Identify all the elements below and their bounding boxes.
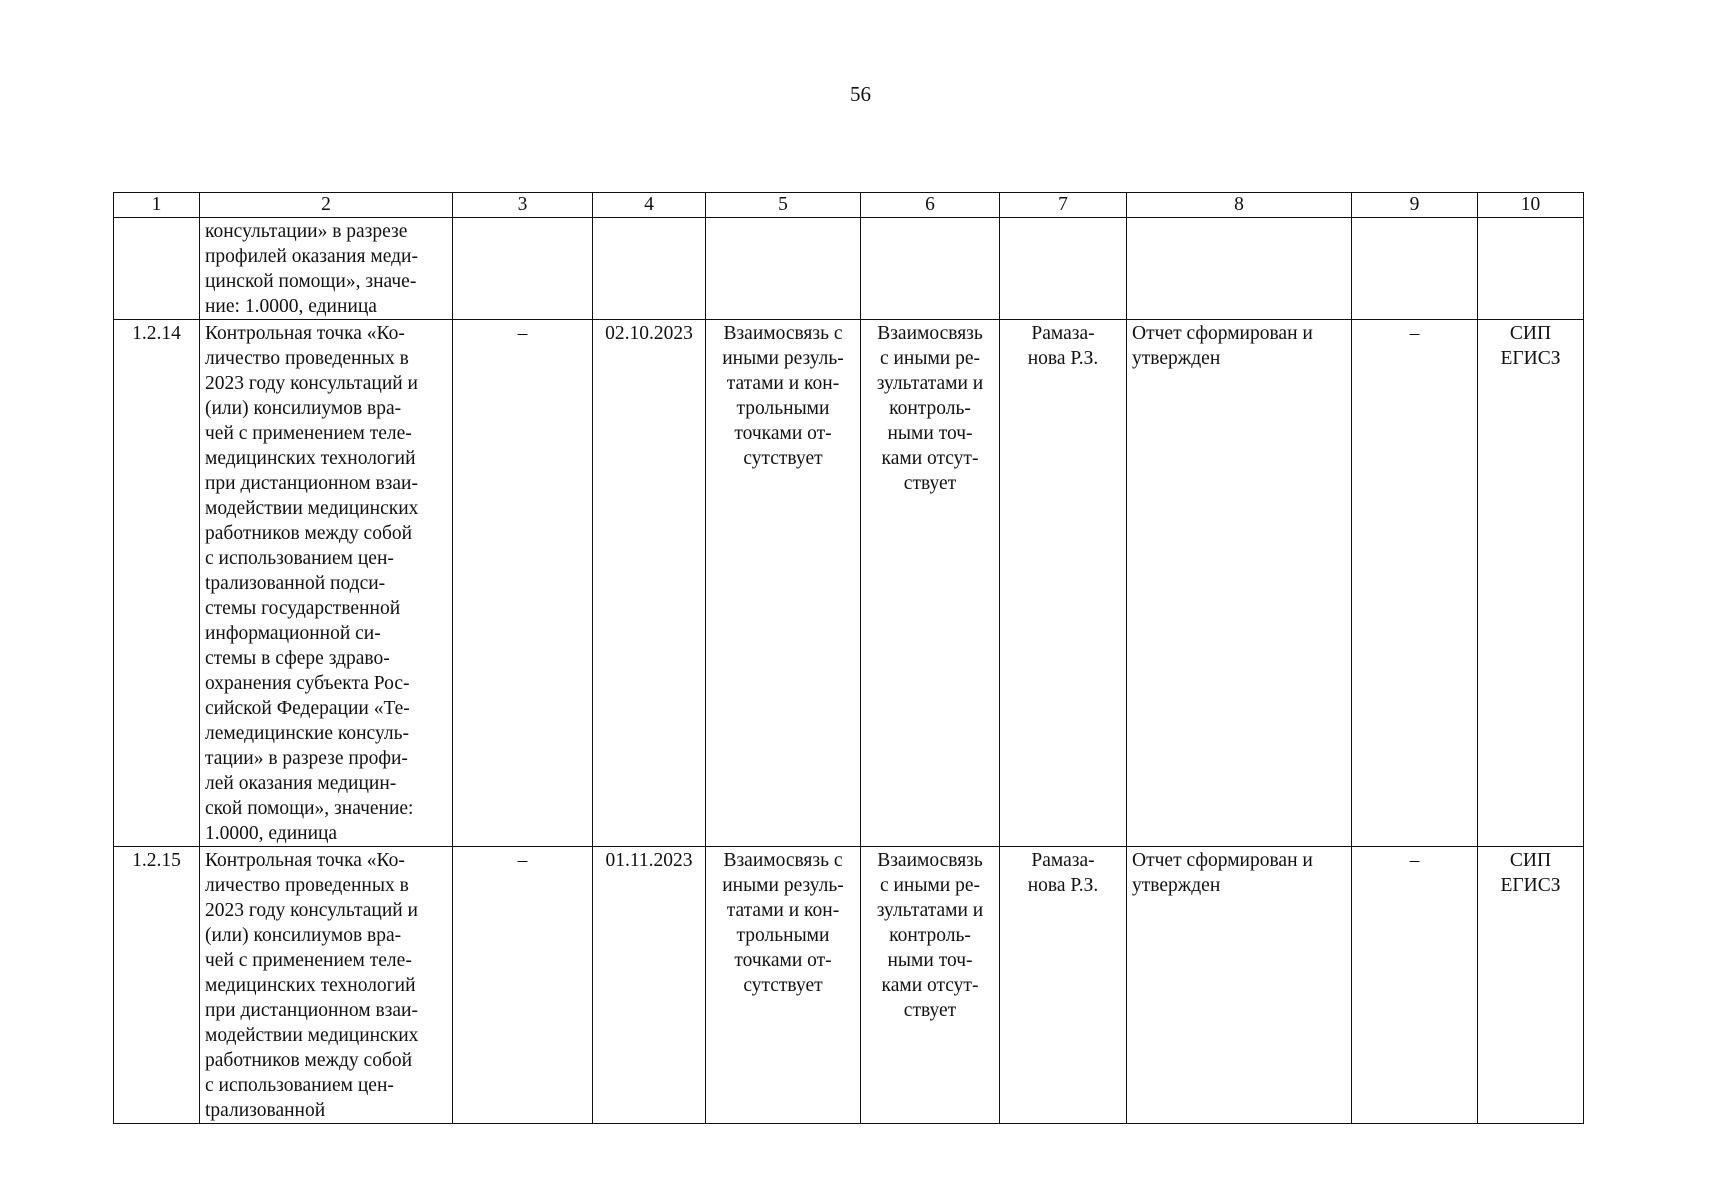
cell-empty (1000, 218, 1127, 320)
page-number: 56 (850, 82, 871, 106)
cell-col9: – (1352, 847, 1478, 1124)
column-header: 4 (593, 193, 706, 218)
cell-empty (453, 218, 593, 320)
column-header: 6 (861, 193, 1000, 218)
cell-name: Контрольная точка «Ко- личество проведенных в 2023 году консультаций и (или) консилиумов вра- чей с применением теле- медицинских технологий при дистанционном взаи- модействии медицинских работников между собой с использованием цен- tрализованной подси- стемы государственной информационной си- стемы в сфере здраво- охранения субъекта Рос- сийской Федерации «Те- лемедицинские консуль- тации» в разрезе профи- лей оказания медицин- ской помощи», значение: 1.0000, единица (200, 320, 453, 847)
cell-empty (1478, 218, 1584, 320)
column-header: 3 (453, 193, 593, 218)
column-header: 8 (1127, 193, 1352, 218)
cell-responsible: Рамаза- нова Р.З. (1000, 847, 1127, 1124)
cell-name: Контрольная точка «Ко- личество проведенных в 2023 году консультаций и (или) консилиумов вра- чей с применением теле- медицинских технологий при дистанционном взаи- модействии медицинских работников между собой с использованием цен- tрализованной (200, 847, 453, 1124)
cell-empty (1127, 218, 1352, 320)
table-header-row (114, 193, 1584, 218)
cell-col3: – (453, 320, 593, 847)
cell-empty (861, 218, 1000, 320)
cell-number: 1.2.15 (114, 847, 200, 1124)
cell-result: Отчет сформирован и утвержден (1127, 847, 1352, 1124)
cell-col9: – (1352, 320, 1478, 847)
cell-col3: – (453, 847, 593, 1124)
table-row (114, 320, 1584, 847)
cell-empty (706, 218, 861, 320)
cell-col5: Взаимосвязь с иными резуль- татами и кон- трольными точками от- сутствует (706, 320, 861, 847)
column-header: 2 (200, 193, 453, 218)
column-header: 1 (114, 193, 200, 218)
column-header: 10 (1478, 193, 1584, 218)
cell-system: СИП ЕГИСЗ (1478, 320, 1584, 847)
column-header: 9 (1352, 193, 1478, 218)
cell-responsible: Рамаза- нова Р.З. (1000, 320, 1127, 847)
cell-result: Отчет сформирован и утвержден (1127, 320, 1352, 847)
column-header: 5 (706, 193, 861, 218)
cell-empty (1352, 218, 1478, 320)
cell-number (114, 218, 200, 320)
cell-number: 1.2.14 (114, 320, 200, 847)
cell-system: СИП ЕГИСЗ (1478, 847, 1584, 1124)
table-row (114, 847, 1584, 1124)
column-header: 7 (1000, 193, 1127, 218)
cell-col6: Взаимосвязь с иными ре- зультатами и контроль- ными точ- ками отсут- ствует (861, 320, 1000, 847)
table-row-continuation (114, 218, 1584, 320)
cell-date: 01.11.2023 (593, 847, 706, 1124)
cell-name: консультации» в разрезе профилей оказания меди- цинской помощи», значе- ние: 1.0000, единица (200, 218, 453, 320)
cell-col5: Взаимосвязь с иными резуль- татами и кон- трольными точками от- сутствует (706, 847, 861, 1124)
cell-col6: Взаимосвязь с иными ре- зультатами и контроль- ными точ- ками отсут- ствует (861, 847, 1000, 1124)
cell-date: 02.10.2023 (593, 320, 706, 847)
cell-empty (593, 218, 706, 320)
control-points-table (113, 192, 1584, 1124)
